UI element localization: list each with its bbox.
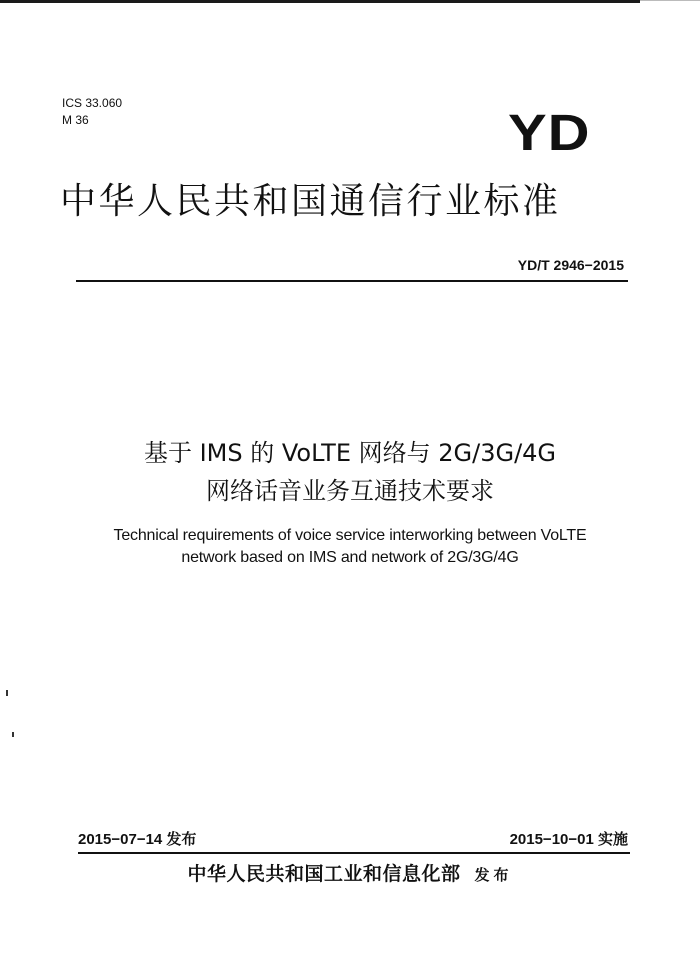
- yd-logo: YD: [508, 104, 591, 162]
- header-divider: [76, 280, 628, 282]
- scan-speck: [6, 690, 8, 696]
- publish-verb: 发布: [474, 866, 513, 884]
- publisher-name: 中华人民共和国工业和信息化部: [187, 863, 461, 885]
- title-zh-line-2: 网络话音业务互通技术要求: [206, 477, 494, 505]
- scan-speck: [12, 732, 14, 737]
- publisher-line: [0, 862, 700, 887]
- standard-number: YD/T 2946−2015: [517, 257, 624, 273]
- footer-divider: [78, 852, 630, 854]
- ics-code: ICS 33.060: [62, 96, 123, 110]
- scan-edge-light: [640, 0, 700, 1]
- standard-category-title: 中华人民共和国通信行业标准: [60, 181, 561, 222]
- title-zh-line-1: 基于 IMS 的 VoLTE 网络与 2G/3G/4G: [143, 439, 557, 467]
- scan-edge: [0, 0, 640, 3]
- title-en-line-2: network based on IMS and network of 2G/3G/4G: [181, 549, 519, 566]
- ccs-code: M 36: [62, 113, 89, 127]
- title-en-line-1: Technical requirements of voice service interworking between VoLTE: [113, 527, 587, 544]
- issue-date: 2015−07−14 发布: [78, 831, 197, 848]
- implementation-date: 2015−10−01 实施: [509, 831, 628, 848]
